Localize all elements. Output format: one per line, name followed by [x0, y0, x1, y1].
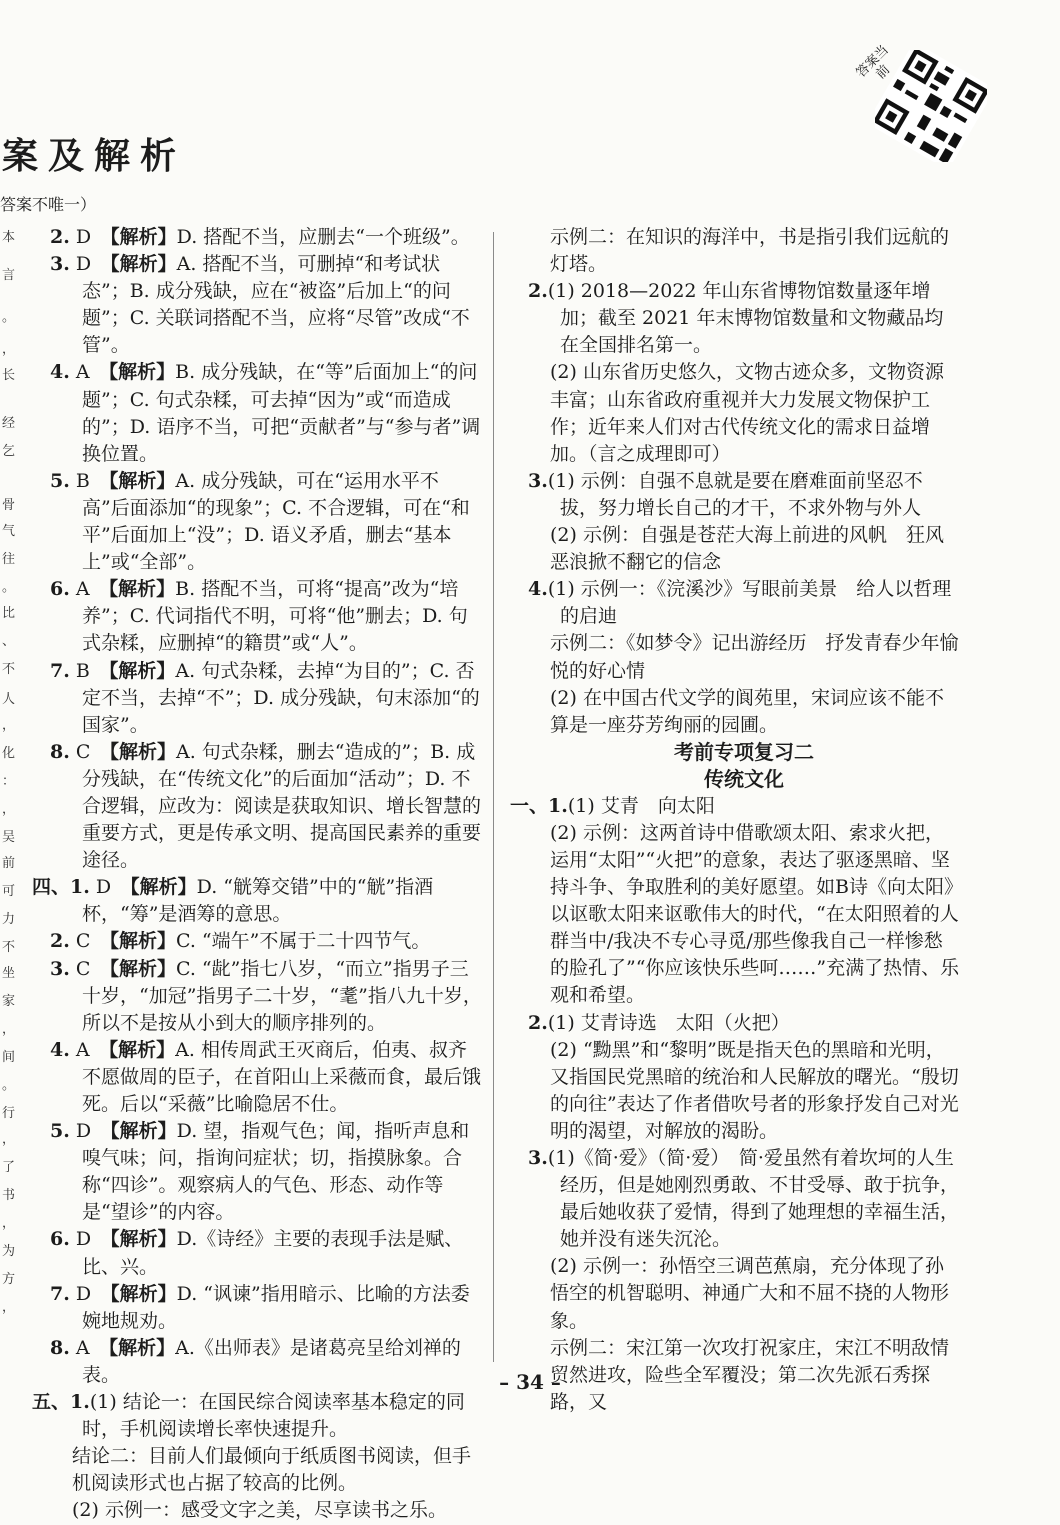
answer-item: 5. B 【解析】A. 成分残缺，可在“运用水平不高”后面添加“的现象”；C. 不合逻辑，可在“和平”后面加上“没”；D. 语义矛盾，删去“基本上”或“全部”。: [50, 469, 470, 574]
answer-item: 一、1.(1) 艾青 向太阳: [510, 794, 715, 817]
answer-item: 2.(1) 艾青诗选 太阳（火把）: [528, 1011, 790, 1034]
answer-paragraph: (2) 示例：这两首诗中借歌颂太阳、索求火把，运用“太阳”“火把”的意象，表达了驱逐黑暗、坚持斗争、争取胜利的美好愿望。如B诗《向太阳》以讴歌太阳来讴歌伟大的时代，“在太阳照着的人群当中/我决不专心寻觅/那些像我自己一样惨愁的脸孔了”“你应该快乐些呵……”充满了热情、乐观和希望。: [550, 821, 960, 1007]
qr-caption: 答案当前: [853, 42, 894, 83]
answer-item: 7. D 【解析】D. “讽谏”指用暗示、比喻的方法委婉地规劝。: [50, 1282, 470, 1332]
column-divider: [493, 232, 494, 1362]
left-column: [32, 224, 482, 1525]
answer-item: 6. A 【解析】B. 搭配不当，可将“提高”改为“培养”；C. 代词指代不明，可将“他”删去；D. 句式杂糅，应删掉“的籍贯”或“人”。: [50, 578, 468, 655]
edge-char: 不: [2, 940, 16, 955]
answer-item: 五、1.(1) 结论一：在国民综合阅读率基本稳定的同时，手机阅读增长率快速提升。: [32, 1391, 465, 1441]
answer-paragraph: 示例二：《如梦令》记出游经历 抒发青春少年愉悦的好心情: [550, 632, 959, 682]
answer-paragraph: 示例二：宋江第一次攻打祝家庄，宋江不明敌情贸然进攻，险些全军覆没；第二次先派石秀探路，又: [550, 1336, 950, 1413]
answer-paragraph: 示例二：在知识的海洋中，书是指引我们远航的灯塔。: [550, 226, 950, 276]
edge-char: 不: [2, 662, 16, 677]
page-title: 案及解析: [2, 135, 187, 177]
edge-char: 为: [2, 1244, 16, 1259]
qr-code-icon[interactable]: [875, 50, 987, 162]
answer-item: 4. A 【解析】B. 成分残缺，在“等”后面加上“的问题”；C. 句式杂糅，可去掉“因为”或“而造成的”；D. 语序不当，可把“贡献者”与“参与者”调换位置。: [50, 361, 481, 465]
answer-item: 2.(1) 2018—2022 年山东省博物馆数量逐年增加；截至 2021 年末博物馆数量和文物藏品均在全国排名第一。: [528, 280, 944, 357]
edge-char: 骨: [2, 498, 16, 513]
edge-char: 力: [2, 912, 16, 927]
edge-char: 乞: [2, 444, 16, 459]
answer-item: 3.(1) 示例：自强不息就是要在磨难面前坚忍不拔，努力增长自己的才干，不求外物与外人: [528, 469, 923, 519]
edge-char: 可: [2, 884, 16, 899]
edge-char: 方: [2, 1272, 16, 1287]
answer-item: 8. A 【解析】A.《出师表》是诸葛亮呈给刘禅的表。: [50, 1336, 461, 1386]
edge-char: ，: [2, 342, 16, 357]
edge-char: ，: [2, 1022, 16, 1037]
answer-paragraph: (2) 在中国古代文学的阆苑里，宋词应该不能不算是一座芬芳绚丽的园圃。: [550, 686, 944, 736]
edge-char: 前: [2, 856, 16, 871]
edge-char: 行: [2, 1106, 16, 1121]
edge-char: ，: [2, 1132, 16, 1147]
edge-char: 。: [2, 310, 16, 325]
right-column: [510, 224, 960, 1416]
answer-paragraph: (2) 示例一：感受文字之美，尽享读书之乐。: [72, 1499, 447, 1522]
edge-char: 了: [2, 1160, 16, 1175]
edge-char: ，: [2, 802, 16, 817]
edge-char: 化: [2, 746, 16, 761]
edge-char: ，: [2, 1300, 16, 1315]
answer-item: 3.(1)《简·爱》（简·爱） 简·爱虽然有着坎坷的人生经历，但是她刚烈勇敢、不甘受辱、敢于抗争，最后她收获了爱情，得到了她理想的幸福生活，她并没有迷失沉沦。: [528, 1147, 960, 1251]
edge-char: 吴: [2, 830, 16, 845]
edge-char: 坐: [2, 966, 16, 981]
answer-item: 四、1. D 【解析】D. “觥筹交错”中的“觥”指酒杯，“筹”是酒筹的意思。: [32, 876, 434, 926]
section-heading: 考前专项复习二: [674, 739, 814, 764]
answer-item: 3. D 【解析】A. 搭配不当，可删掉“和考试状态”；B. 成分残缺，应在“被盗”后加上“的问题”；C. 关联词搭配不当，应将“尽管”改成“不管”。: [50, 253, 470, 357]
edge-char: 气: [2, 524, 16, 539]
answer-paragraph: (2) 山东省历史悠久，文物古迹众多，文物资源丰富；山东省政府重视并大力发展文物保护工作；近年来人们对古代传统文化的需求日益增加。（言之成理即可）: [550, 361, 944, 465]
edge-char: 。: [2, 1078, 16, 1093]
edge-char: 、: [2, 634, 16, 649]
edge-char: 间: [2, 1050, 16, 1065]
edge-char: 人: [2, 692, 16, 707]
edge-char: 书: [2, 1188, 16, 1203]
answer-item: 6. D 【解析】D.《诗经》主要的表现手法是赋、比、兴。: [50, 1228, 464, 1278]
page-number: – 34 –: [499, 1370, 561, 1394]
answer-item: 5. D 【解析】D. 望，指观气色；闻，指听声息和嗅气味；问，指询问症状；切，指摸脉象。合称“四诊”。观察病人的气色、形态、动作等是“望诊”的内容。: [50, 1120, 470, 1224]
answer-paragraph: (2) 示例一：孙悟空三调芭蕉扇，充分体现了孙悟空的机智聪明、神通广大和不屈不挠的人物形象。: [550, 1255, 950, 1332]
edge-char: ，: [2, 718, 16, 733]
edge-char: ，: [2, 1216, 16, 1231]
answer-item: 8. C 【解析】A. 句式杂糅，删去“造成的”；B. 成分残缺，在“传统文化”的后面加“活动”；D. 不合逻辑，应改为：阅读是获取知识、增长智慧的重要方式，更是传承文明、提高国民素养的重要途径。: [50, 740, 482, 872]
edge-char: 往: [2, 552, 16, 567]
section-subheading: 传统文化: [704, 766, 784, 791]
answer-item: 7. B 【解析】A. 句式杂糅，去掉“为目的”；C. 否定不当，去掉“不”；D. 成分残缺，句末添加“的国家”。: [50, 659, 480, 736]
edge-char: 比: [2, 606, 16, 621]
edge-char: 言: [2, 268, 16, 283]
answer-paragraph: (2) “黝黑”和“黎明”既是指天色的黑暗和光明，又指国民党黑暗的统治和人民解放的曙光。“殷切的向往”表达了作者借吹号者的形象抒发自己对光明的渴望，对解放的渴盼。: [550, 1038, 959, 1142]
edge-char: 家: [2, 994, 16, 1009]
edge-char: 经: [2, 416, 16, 431]
edge-char: 本: [2, 230, 16, 245]
answer-note: 答案不唯一）: [0, 195, 97, 214]
answer-item: 3. C 【解析】C. “龀”指七八岁，“而立”指男子三十岁，“加冠”指男子二十岁，“耄”指八九十岁，所以不是按从小到大的顺序排列的。: [50, 957, 482, 1034]
answer-paragraph: 结论二：目前人们最倾向于纸质图书阅读，但手机阅读形式也占据了较高的比例。: [72, 1445, 472, 1495]
answer-item: 4. A 【解析】A. 相传周武王灭商后，伯夷、叔齐不愿做周的臣子，在首阳山上采薇而食，最后饿死。后以“采薇”比喻隐居不仕。: [50, 1038, 482, 1115]
edge-char: 。: [2, 580, 16, 595]
answer-item: 4.(1) 示例一：《浣溪沙》写眼前美景 给人以哲理的启迪: [528, 578, 952, 628]
answer-paragraph: (2) 示例：自强是苍茫大海上前进的风帆 狂风恶浪掀不翻它的信念: [550, 524, 944, 574]
answer-item: 2. C 【解析】C. “端午”不属于二十四节气。: [50, 930, 431, 953]
edge-char: ：: [2, 774, 16, 789]
answer-item: 2. D 【解析】D. 搭配不当，应删去“一个班级”。: [50, 226, 470, 248]
edge-char: 长: [2, 368, 16, 383]
